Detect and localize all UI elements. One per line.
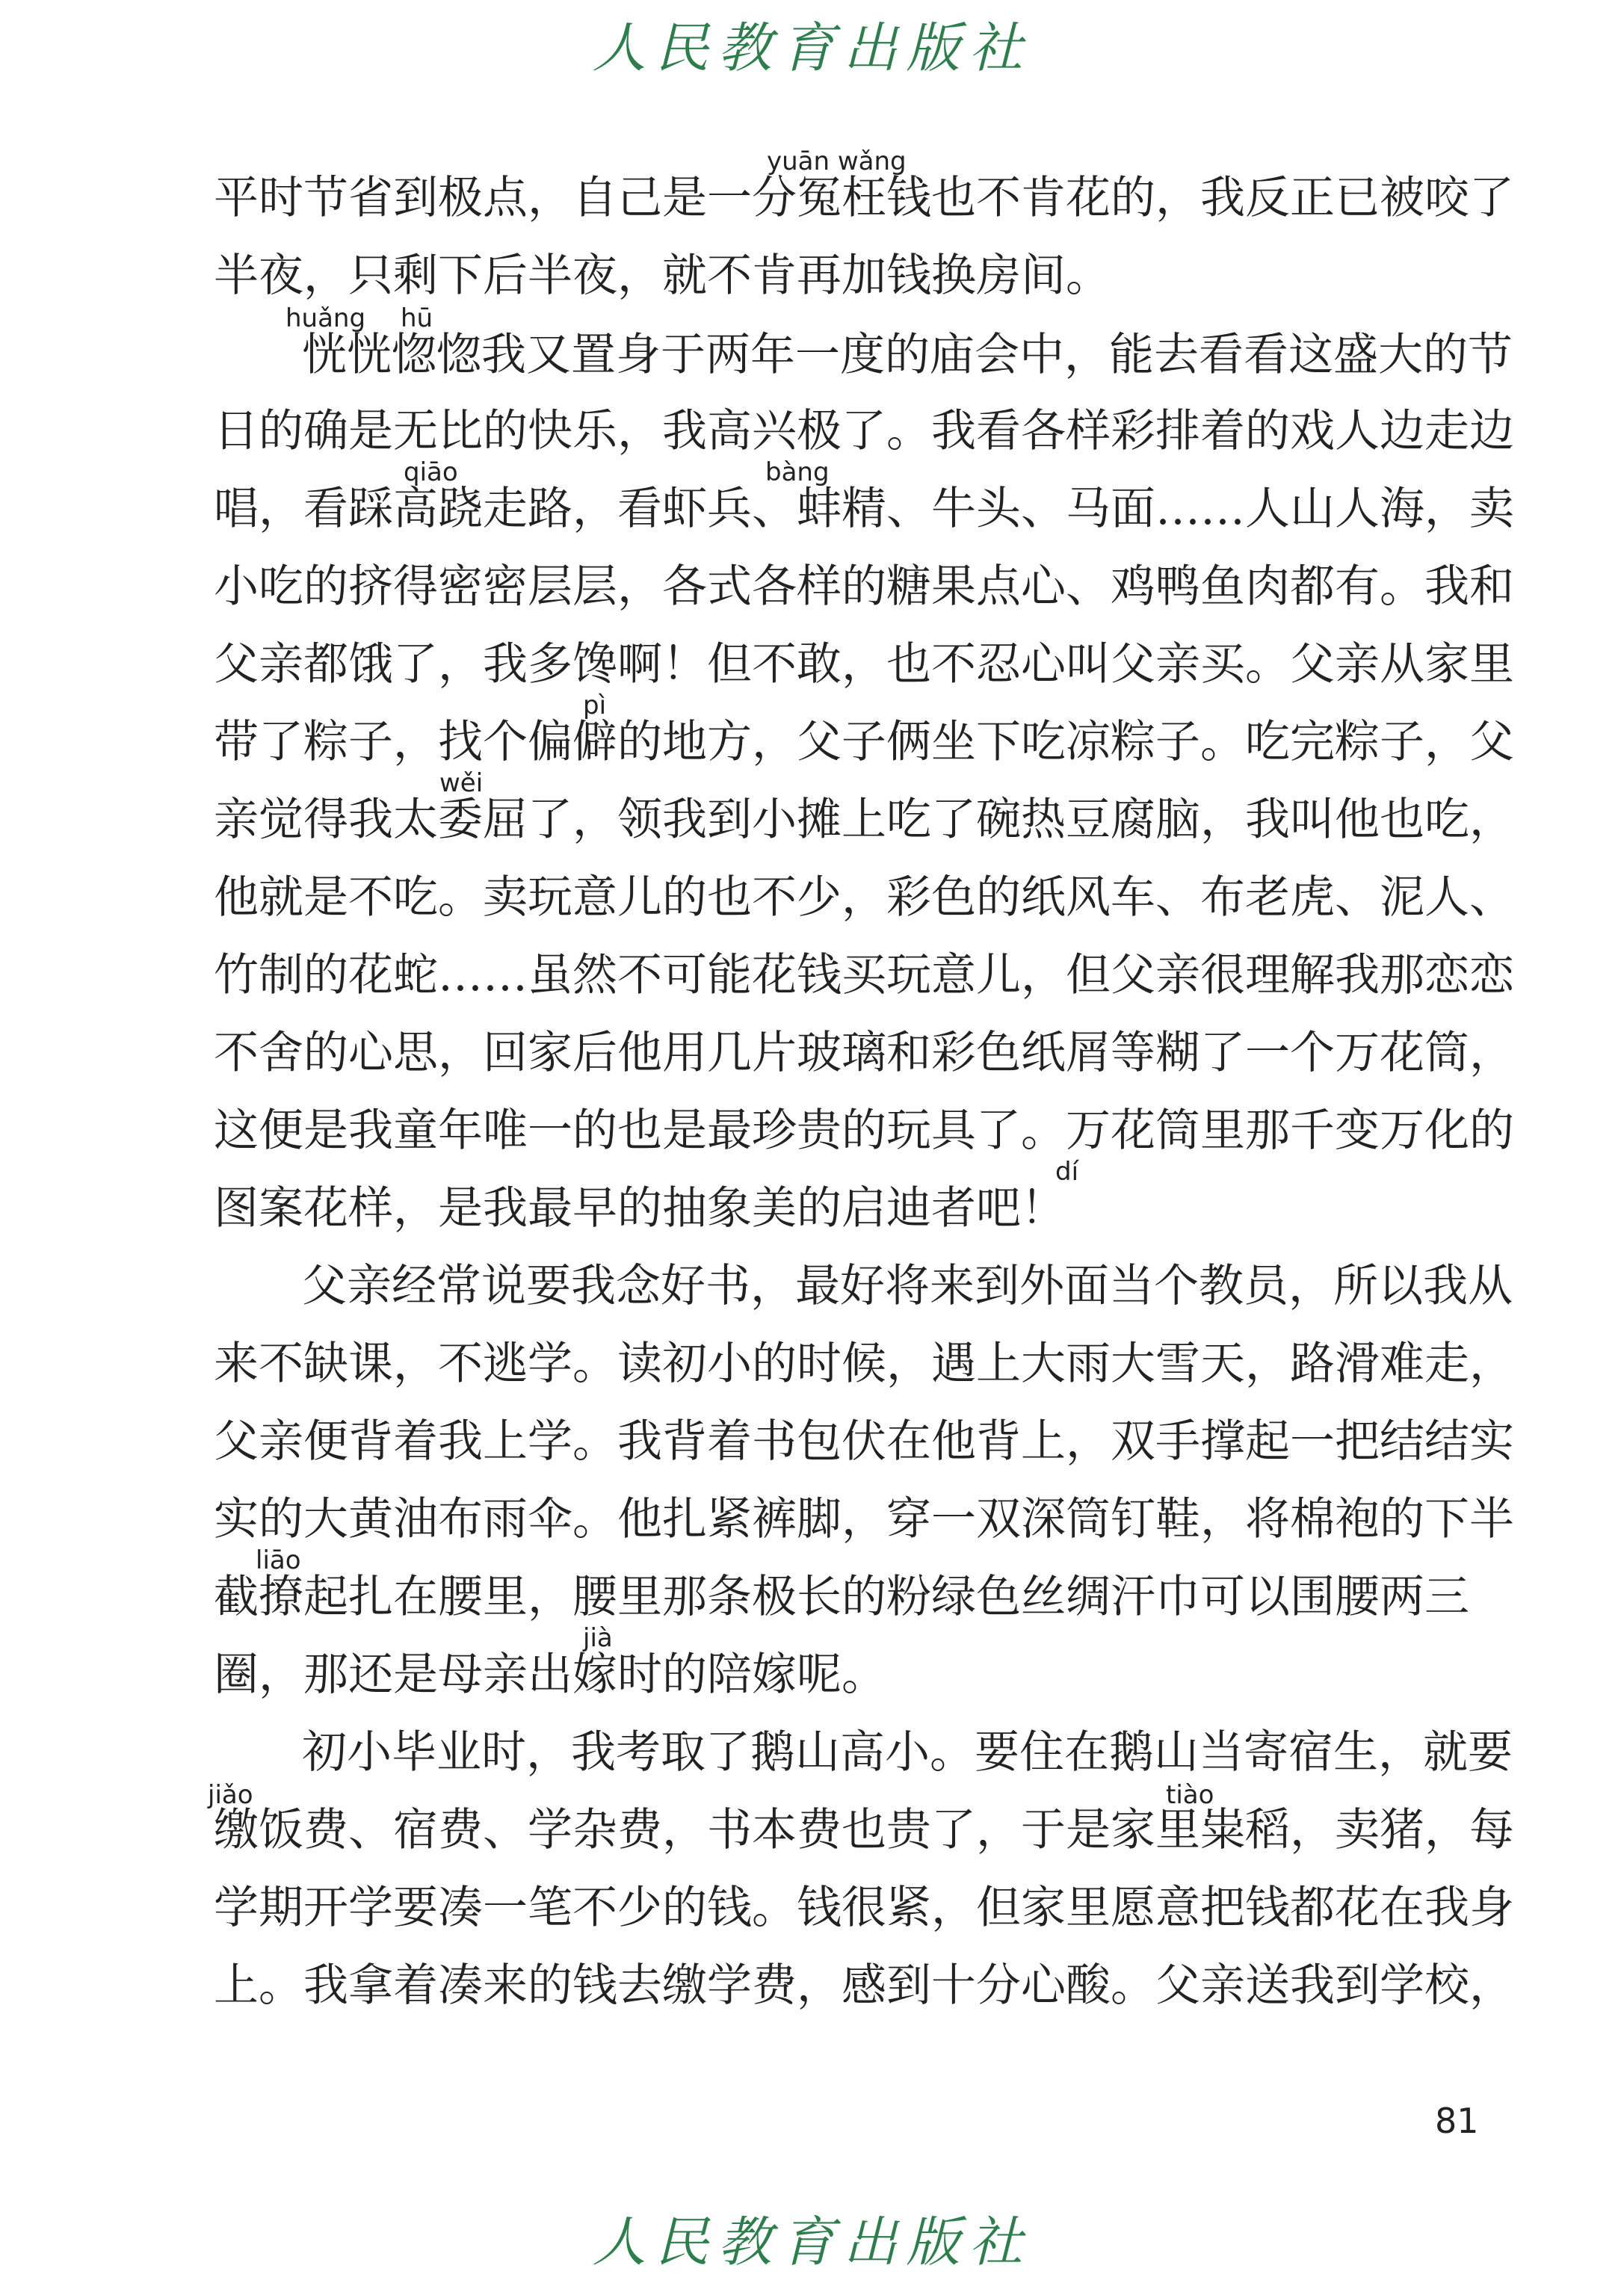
pinyin-huang: huǎng — [285, 303, 366, 333]
pinyin-hu: hū — [401, 303, 433, 333]
text-line: 父亲经常说要我念好书，最好将来到外面当个教员，所以我从 — [302, 1260, 1513, 1312]
pinyin-jiao: jiǎo — [208, 1780, 253, 1810]
text-line: 学期开学要凑一笔不少的钱。钱很紧，但家里愿意把钱都花在我身 — [214, 1882, 1514, 1934]
text-line: 恍恍惚惚我又置身于两年一度的庙会中，能去看看这盛大的节 — [302, 329, 1513, 381]
text-line: 圈，那还是母亲出嫁时的陪嫁呢。 — [214, 1649, 886, 1701]
page-number: 81 — [1435, 2101, 1479, 2141]
publisher-watermark-top: 人民教育出版社 — [592, 16, 1032, 79]
text-line: 亲觉得我太委屈了，领我到小摊上吃了碗热豆腐脑，我叫他也吃， — [214, 794, 1514, 846]
text-line: 他就是不吃。卖玩意儿的也不少，彩色的纸风车、布老虎、泥人、 — [214, 871, 1514, 924]
text-line: 父亲便背着我上学。我背着书包伏在他背上，双手撑起一把结结实 — [214, 1415, 1514, 1468]
pinyin-bang: bàng — [765, 457, 830, 487]
pinyin-pi: pì — [583, 691, 607, 720]
text-line: 图案花样，是我最早的抽象美的启迪者吧！ — [214, 1182, 1066, 1235]
text-line: 带了粽子，找个偏僻的地方，父子俩坐下吃凉粽子。吃完粽子，父 — [214, 716, 1514, 768]
text-line: 实的大黄油布雨伞。他扎紧裤脚，穿一双深筒钉鞋，将棉袍的下半 — [214, 1493, 1514, 1545]
pinyin-qiao: qiāo — [404, 457, 458, 487]
pinyin-wei: wěi — [439, 768, 484, 798]
text-line: 小吃的挤得密密层层，各式各样的糖果点心、鸡鸭鱼肉都有。我和 — [214, 560, 1514, 613]
text-line: 半夜，只剩下后半夜，就不肯再加钱换房间。 — [214, 250, 1111, 302]
pinyin-liao: liāo — [256, 1545, 301, 1575]
text-line: 竹制的花蛇……虽然不可能花钱买玩意儿，但父亲很理解我那恋恋 — [214, 949, 1514, 1001]
pinyin-tiao: tiào — [1166, 1780, 1214, 1810]
text-line: 来不缺课，不逃学。读初小的时候，遇上大雨大雪天，路滑难走， — [214, 1338, 1514, 1390]
pinyin-yuanwang: yuān wǎng — [767, 146, 907, 176]
text-line: 上。我拿着凑来的钱去缴学费，感到十分心酸。父亲送我到学校， — [214, 1959, 1514, 2012]
pinyin-di: dí — [1055, 1157, 1079, 1187]
text-line: 缴饭费、宿费、学杂费，书本费也贵了，于是家里粜稻，卖猪，每 — [214, 1804, 1514, 1856]
text-line: 截撩起扎在腰里，腰里那条极长的粉绿色丝绸汗巾可以围腰两三 — [214, 1571, 1469, 1623]
text-line: 唱，看踩高跷走路，看虾兵、蚌精、牛头、马面……人山人海，卖 — [214, 483, 1514, 535]
text-line: 这便是我童年唯一的也是最珍贵的玩具了。万花筒里那千变万化的 — [214, 1105, 1514, 1157]
text-line: 父亲都饿了，我多馋啊！但不敢，也不忍心叫父亲买。父亲从家里 — [214, 638, 1514, 691]
pinyin-jia: jià — [583, 1623, 613, 1653]
text-line: 初小毕业时，我考取了鹅山高小。要住在鹅山当寄宿生，就要 — [302, 1726, 1513, 1779]
text-line: 不舍的心思，回家后他用几片玻璃和彩色纸屑等糊了一个万花筒， — [214, 1027, 1514, 1079]
text-line: 平时节省到极点，自己是一分冤枉钱也不肯花的，我反正已被咬了 — [214, 172, 1514, 224]
publisher-watermark-bottom: 人民教育出版社 — [592, 2211, 1032, 2273]
text-line: 日的确是无比的快乐，我高兴极了。我看各样彩排着的戏人边走边 — [214, 405, 1514, 457]
